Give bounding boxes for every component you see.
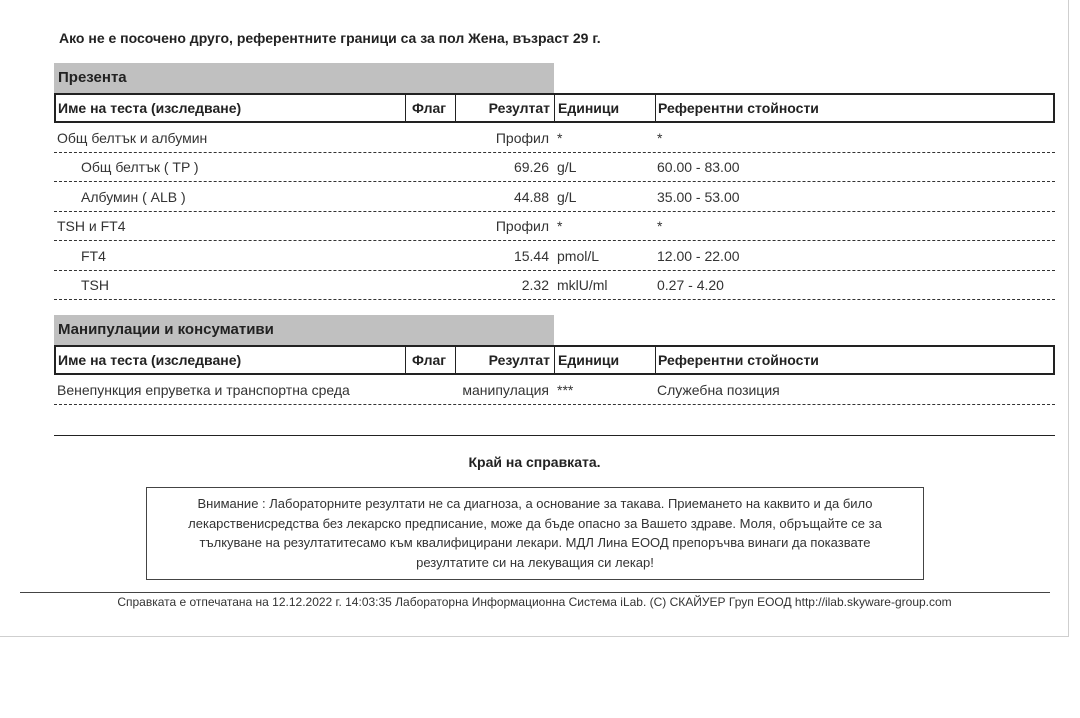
column-header-reference: Референтни стойности <box>658 100 819 116</box>
test-name: TSH и FT4 <box>57 218 126 234</box>
test-result: 44.88 <box>513 189 549 205</box>
test-result: 2.32 <box>521 277 549 293</box>
section-title-presenta: Презента <box>54 63 554 93</box>
test-name: Общ белтък ( TP ) <box>81 159 199 175</box>
test-result: 69.26 <box>513 159 549 175</box>
test-reference: 12.00 - 22.00 <box>657 248 740 264</box>
test-name: TSH <box>81 277 109 293</box>
test-reference: 0.27 - 4.20 <box>657 277 724 293</box>
section-title-manipulations: Манипулации и консумативи <box>54 315 554 345</box>
test-result: Профил <box>495 218 549 234</box>
warning-box <box>146 487 924 580</box>
table-row <box>54 153 1055 182</box>
test-units: * <box>557 130 563 146</box>
table-row <box>54 271 1055 300</box>
column-header-result: Резултат <box>456 347 555 373</box>
table-row <box>54 376 1055 405</box>
test-units: pmol/L <box>557 248 600 264</box>
table-row <box>54 124 1055 153</box>
test-name: Албумин ( ALB ) <box>81 189 186 205</box>
column-header-flag: Флаг <box>406 347 456 373</box>
column-header-units: Единици <box>555 347 656 373</box>
test-reference: 35.00 - 53.00 <box>657 189 740 205</box>
divider <box>54 435 1055 436</box>
column-header-name: Име на теста (изследване) <box>56 95 406 121</box>
warning-text: Внимание : Лабораторните резултати не са диагноза, а основание за такава. Приемането на каквито и да било лекарственисредства без лекарско предписание, може да бъде опасно за Вашето здраве. Моля, обръщайте се за тълкуване на резултатитесамо към квалифицирани лекари. МДЛ Лина ЕООД препоръчва винаги да показвате резултатите си на лекуващия си лекар! <box>188 496 882 570</box>
end-of-report-title: Край на справката. <box>468 454 601 470</box>
test-reference: Служебна позиция <box>657 382 780 398</box>
test-reference: * <box>657 218 663 234</box>
column-header-units: Единици <box>555 95 656 121</box>
test-units: *** <box>557 382 574 398</box>
footer-divider <box>20 592 1050 593</box>
table-header <box>54 345 1055 375</box>
test-reference: 60.00 - 83.00 <box>657 159 740 175</box>
table-header <box>54 93 1055 123</box>
test-result: 15.44 <box>513 248 549 264</box>
table-row <box>54 212 1055 241</box>
column-header-name: Име на теста (изследване) <box>56 347 406 373</box>
column-header-flag: Флаг <box>406 95 456 121</box>
table-row <box>54 183 1055 212</box>
print-footer: Справката е отпечатана на 12.12.2022 г. 14:03:35 Лабораторна Информационна Система iLab. (C) СКАЙУЕР Груп ЕООД http://ilab.skyware-group.com <box>117 595 952 609</box>
column-header-result: Резултат <box>456 95 555 121</box>
test-units: g/L <box>557 159 577 175</box>
column-header-reference: Референтни стойности <box>658 352 819 368</box>
test-units: * <box>557 218 563 234</box>
reference-note: Ако не е посочено друго, референтните граници са за пол Жена, възраст 29 г. <box>59 30 601 46</box>
test-name: Общ белтък и албумин <box>57 130 208 146</box>
test-result: манипулация <box>462 382 549 398</box>
test-result: Профил <box>495 130 549 146</box>
test-units: mklU/ml <box>557 277 608 293</box>
test-units: g/L <box>557 189 577 205</box>
test-name: FT4 <box>81 248 106 264</box>
table-row <box>54 242 1055 271</box>
test-reference: * <box>657 130 663 146</box>
test-name: Венепункция епруветка и транспортна среда <box>57 382 350 398</box>
